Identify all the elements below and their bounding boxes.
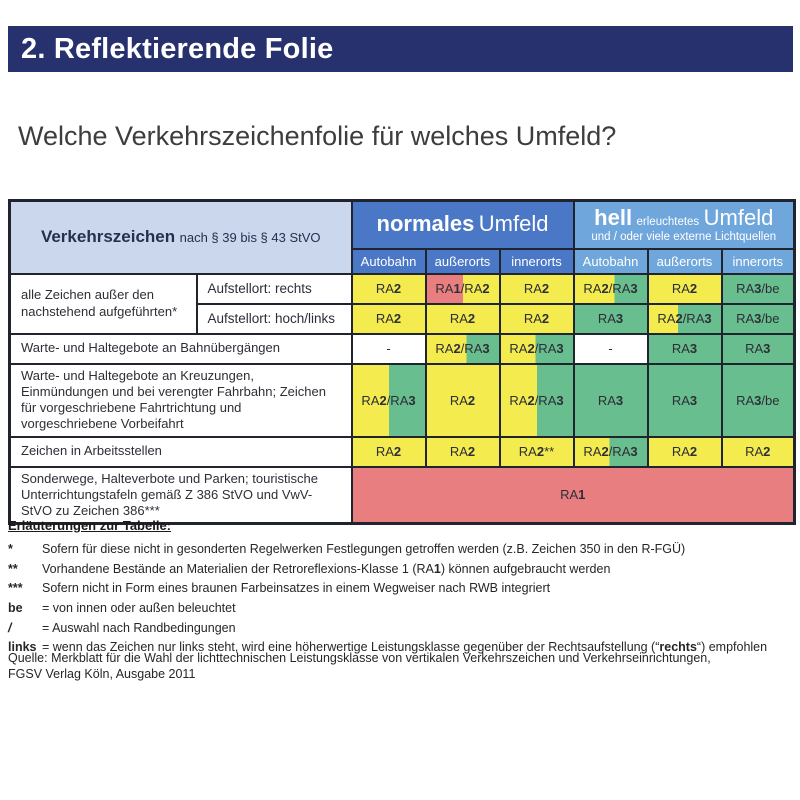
page-title: 2. Reflektierende Folie	[21, 32, 334, 65]
ra-cell: RA3/be	[722, 364, 795, 437]
env-header-bright: hell erleuchtetes Umfeld und / oder viele externe Lichtquellen	[574, 201, 795, 249]
ra-cell: RA2	[426, 364, 500, 437]
location-header-normal-1: außerorts	[426, 249, 500, 274]
source-reference	[8, 650, 711, 683]
ra-cell: RA2/RA3	[352, 364, 426, 437]
footnote-text: = wenn das Zeichen nur links steht, wird eine höherwertige Leistungsklasse gegenüber der Rechtsaufstellung (“rechts“) empfohlen	[42, 640, 768, 655]
ra-cell: RA2/RA3	[574, 274, 648, 304]
footnote-text: Sofern nicht in Form eines braunen Farbeinsatzes in einem Wegweiser nach RWB integriert	[42, 581, 551, 596]
table-container	[8, 199, 796, 525]
footnote-4	[8, 601, 794, 617]
footnote-marker: /	[8, 620, 12, 635]
ra-cell: RA1/RA2	[426, 274, 500, 304]
footnotes-section	[8, 518, 794, 660]
row-label: Warte- und Haltegebote an Bahnübergängen	[10, 334, 352, 364]
ra-cell: RA2**	[500, 437, 574, 467]
footnote-1	[8, 542, 794, 558]
ra-cell: -	[352, 334, 426, 364]
ra-cell: RA2	[426, 304, 500, 334]
footnote-marker: be	[8, 600, 23, 615]
ra-cell: RA3	[722, 334, 795, 364]
location-header-normal-0: Autobahn	[352, 249, 426, 274]
ra-cell: RA2/RA3	[426, 334, 500, 364]
ra-cell: RA2/RA3	[648, 304, 722, 334]
ra-cell: RA2	[352, 304, 426, 334]
footnotes-heading: Erläuterungen zur Tabelle:	[8, 518, 172, 533]
page-title-bar	[8, 26, 793, 72]
ra-cell: RA3/be	[722, 304, 795, 334]
footnote-marker: *	[8, 542, 13, 556]
ra-cell: RA3	[574, 364, 648, 437]
ra-cell: RA2/RA3	[574, 437, 648, 467]
ra-cell: RA3	[648, 364, 722, 437]
footnote-3	[8, 581, 794, 597]
ra-cell: RA3	[574, 304, 648, 334]
aufstellort-label: Aufstellort: hoch/links	[197, 304, 352, 334]
location-header-normal-2: innerorts	[500, 249, 574, 274]
ra-cell: RA2	[722, 437, 795, 467]
footnote-text: = von innen oder außen beleuchtet	[42, 600, 236, 615]
ra-cell: RA2	[352, 274, 426, 304]
row-label: alle Zeichen außer den nachstehend aufgeführten*	[10, 274, 197, 334]
question-heading: Welche Verkehrszeichenfolie für welches Umfeld?	[18, 121, 617, 151]
ra-cell: RA2	[648, 437, 722, 467]
footnote-5	[8, 621, 794, 637]
ra-cell: RA3	[648, 334, 722, 364]
row-label: Warte- und Haltegebote an Kreuzungen, Einmündungen und bei verengter Fahrbahn; Zeichen für vorgeschriebene Fahrtrichtung und vorgeschriebene Vorbeifahrt	[10, 364, 352, 437]
ra-cell: RA3/be	[722, 274, 795, 304]
ra-cell: RA2	[648, 274, 722, 304]
location-header-bright-1: außerorts	[648, 249, 722, 274]
location-header-bright-0: Autobahn	[574, 249, 648, 274]
location-header-bright-2: innerorts	[722, 249, 795, 274]
footnote-text: Vorhandene Bestände an Materialien der Retroreflexions-Klasse 1 (RA1) können aufgebraucht werden	[42, 561, 611, 576]
env-header-normal: normales Umfeld	[352, 201, 574, 249]
ra-cell-merged: RA1	[352, 467, 795, 524]
traffic-sign-foil-table	[8, 199, 796, 525]
ra-cell: RA2	[426, 437, 500, 467]
ra-cell: RA2	[352, 437, 426, 467]
aufstellort-label: Aufstellort: rechts	[197, 274, 352, 304]
footnote-text: = Auswahl nach Randbedingungen	[42, 620, 236, 635]
ra-cell: -	[574, 334, 648, 364]
table-corner-header: Verkehrszeichen nach § 39 bis § 43 StVO	[10, 201, 352, 274]
row-label: Zeichen in Arbeitsstellen	[10, 437, 352, 467]
footnote-marker: links	[8, 640, 37, 655]
ra-cell: RA2	[500, 304, 574, 334]
ra-cell: RA2	[500, 274, 574, 304]
footnote-marker: ***	[8, 581, 23, 596]
row-label: Sonderwege, Halteverbote und Parken; touristische Unterrichtungstafeln gemäß Z 386 StVO und VwV-StVO zu Zeichen 386***	[10, 467, 352, 524]
footnote-marker: **	[8, 561, 18, 576]
ra-cell: RA2/RA3	[500, 364, 574, 437]
ra-cell: RA2/RA3	[500, 334, 574, 364]
footnote-2	[8, 562, 794, 578]
source-line-1: Quelle: Merkblatt für die Wahl der lichttechnischen Leistungsklasse von vertikalen Verkehrszeichen und Verkehrseinrichtungen,	[8, 651, 711, 665]
source-line-2: FGSV Verlag Köln, Ausgabe 2011	[8, 667, 196, 682]
footnote-text: Sofern für diese nicht in gesonderten Regelwerken Festlegungen getroffen werden (z.B. Zeichen 350 in den R-FGÜ)	[42, 542, 686, 556]
